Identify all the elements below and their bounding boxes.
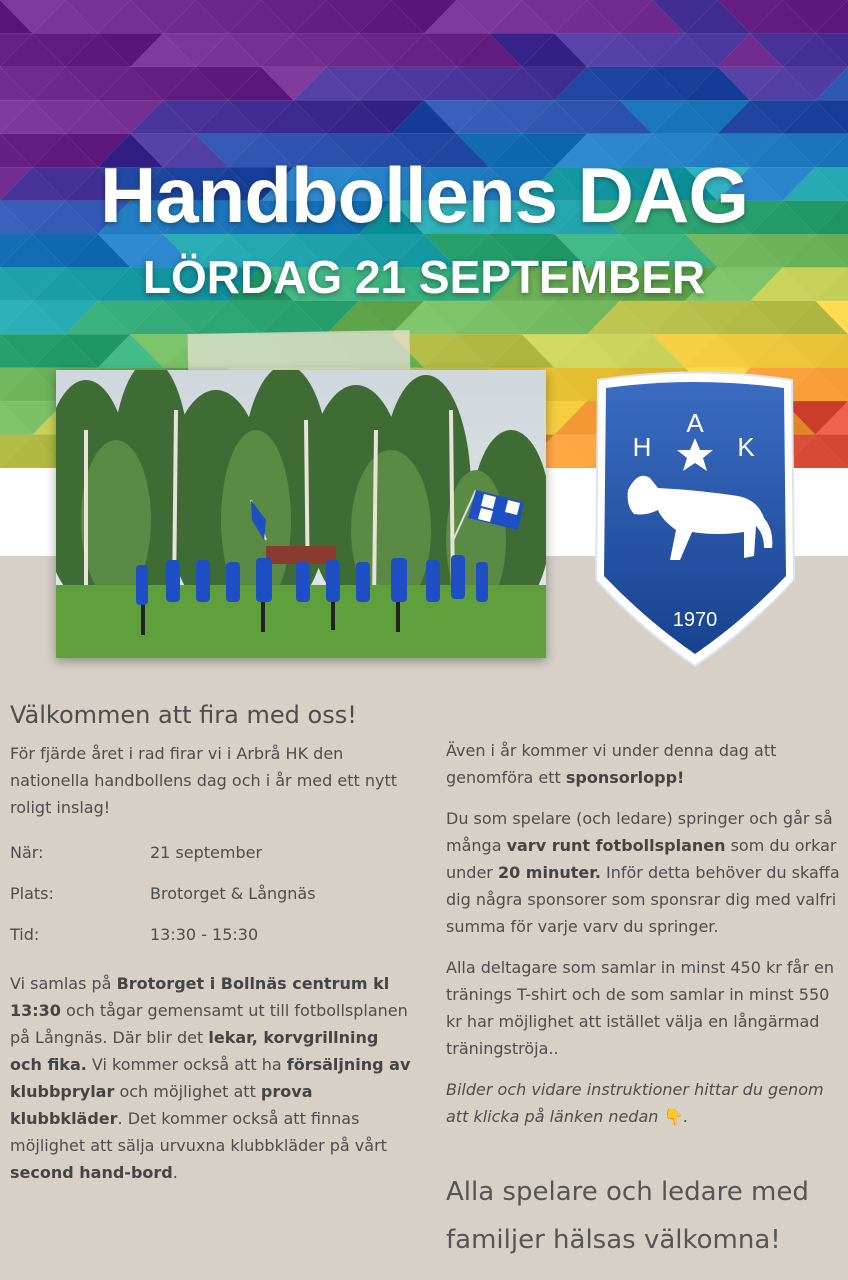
- text-segment: Du som spelare (och ledare) springer och går så många: [446, 809, 833, 855]
- bold-text: 20 minuter.: [497, 863, 601, 882]
- text-segment: och möjlighet att: [114, 1082, 261, 1101]
- sponsor-paragraph-1: [446, 737, 846, 791]
- event-title: Handbollens DAG: [99, 151, 749, 239]
- bold-text: second hand-bord: [10, 1163, 173, 1182]
- instructions-paragraph: Bilder och vidare instruktioner hittar du genom att klicka på länken nedan 👇.: [446, 1080, 824, 1126]
- crest-letter-a: A: [686, 408, 704, 438]
- bold-text: Brotorget i Bollnäs centrum kl 13:30: [10, 974, 390, 1020]
- event-photo: [56, 370, 546, 658]
- instructions-text: Bilder och vidare instruktioner hittar du genom att klicka på länken nedan: [446, 1080, 824, 1126]
- detail-time: [10, 925, 259, 944]
- bold-text: prova klubbkläder: [10, 1082, 313, 1128]
- sponsor-paragraph-3: Alla deltagare som samlar in minst 450 kr får en tränings T-shirt och de som samlar in minst 550 kr har möjlighet att istället välja en långärmad träningströja..: [446, 958, 834, 1058]
- bold-text: varv runt fotbollsplanen: [506, 836, 726, 855]
- club-crest-logo: [588, 370, 802, 670]
- crest-letter-k: K: [737, 432, 755, 462]
- intro-text: För fjärde året i rad firar vi i Arbrå HK den nationella handbollens dag och i år med ett nytt roligt inslag!: [10, 744, 398, 817]
- bold-text: försäljning av klubbprylar: [10, 1055, 411, 1101]
- sponsor-paragraph-2: [446, 805, 846, 940]
- crest-letter-h: H: [632, 432, 652, 462]
- bold-text: lekar, korvgrillning och fika.: [10, 1028, 379, 1074]
- sponsor-column: [446, 737, 846, 1144]
- detail-value: 21 september: [150, 843, 263, 862]
- text-segment: Vi samlas på: [10, 974, 117, 993]
- detail-label: När:: [10, 843, 44, 862]
- text-segment: som du orkar under: [446, 836, 837, 882]
- detail-when: [10, 843, 263, 862]
- detail-place: [10, 884, 316, 903]
- text-segment: Även i år kommer vi under denna dag att genomföra ett: [446, 741, 777, 787]
- detail-label: Tid:: [10, 925, 40, 944]
- crest-year: 1970: [672, 609, 718, 631]
- text-segment: och tågar gemensamt ut till fotbollsplanen på Långnäs. Där blir det: [10, 1001, 408, 1047]
- pointing-down-icon: 👇: [663, 1107, 684, 1126]
- text-segment: Inför detta behöver du skaffa dig några sponsorer som sponsrar dig med valfri summa för varje varv du springer.: [446, 863, 840, 936]
- detail-value: Brotorget & Långnäs: [150, 884, 316, 903]
- text-segment: .: [172, 1163, 178, 1182]
- bold-text: sponsorlopp!: [565, 768, 685, 787]
- text-segment: . Det kommer också att finnas möjlighet att sälja urvuxna klubbkläder på vårt: [10, 1109, 387, 1155]
- detail-value: 13:30 - 15:30: [150, 925, 259, 944]
- closing-message: Alla spelare och ledare med familjer hälsas välkomna!: [446, 1177, 809, 1255]
- gathering-text: [10, 970, 415, 1186]
- text-segment: Vi kommer också att ha: [86, 1055, 287, 1074]
- event-date: LÖRDAG 21 SEPTEMBER: [142, 251, 706, 303]
- detail-label: Plats:: [10, 884, 54, 903]
- welcome-heading: Välkommen att fira med oss!: [10, 701, 357, 729]
